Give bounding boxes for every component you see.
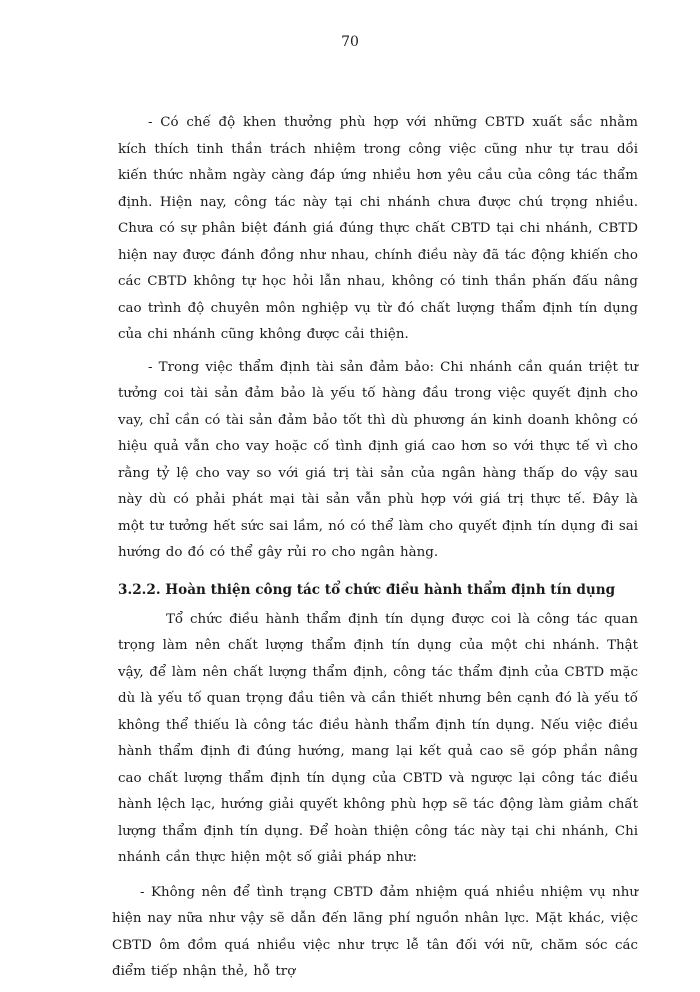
page-number: 70 xyxy=(341,34,359,50)
paragraph-collateral-appraisal: - Trong việc thẩm định tài sản đảm bảo: Chi nhánh cần quán triệt tư tưởng coi tài sản đảm bảo là yếu tố hàng đầu trong việc quyết định cho vay, chỉ cần có tài sản đảm bảo tốt thì dù phương án kinh doanh không có hiệu quả vẫn cho vay hoặc cố tình định giá cao hơn so với thực tế vì cho rằng tỷ lệ cho vay so với giá trị tài sản của ngân hàng thấp do vậy sau này dù có phải phát mại tài sản vẫn phù hợp với giá trị thực tế. Đây là một tư tưởng hết sức sai lầm, nó có thể làm cho quyết định tín dụng đi sai hướng do đó có thể gây rủi ro cho ngân hàng. xyxy=(118,359,638,560)
paragraph-workload: - Không nên để tình trạng CBTD đảm nhiệm quá nhiều nhiệm vụ như hiện nay nữa như vậy sẽ dẫn đến lãng phí nguồn nhân lực. Mặt khác, việc CBTD ôm đồm quá nhiều việc như trực lễ tân đối với nữ, chăm sóc các điểm tiếp nhận thẻ, hỗ trợ xyxy=(112,884,638,979)
paragraph-reward-policy: - Có chế độ khen thưởng phù hợp với những CBTD xuất sắc nhằm kích thích tinh thần trách nhiệm trong công việc cũng như tự trau dồi kiến thức nhằm ngày càng đáp ứng nhiều hơn yêu cầu của công tác thẩm định. Hiện nay, công tác này tại chi nhánh chưa được chú trọng nhiều. Chưa có sự phân biệt đánh giá đúng thực chất CBTD tại chi nhánh, CBTD hiện nay được đánh đồng như nhau, chính điều này đã tác động khiến cho các CBTD không tự học hỏi lẫn nhau, không có tinh thần phấn đấu nâng cao trình độ chuyên môn nghiệp vụ từ đó chất lượng thẩm định tín dụng của chi nhánh cũng không được cải thiện. xyxy=(118,115,638,342)
page-content xyxy=(112,110,638,992)
paragraph-section-intro: Tổ chức điều hành thẩm định tín dụng được coi là công tác quan trọng làm nên chất lượng thẩm định tín dụng của một chi nhánh. Thật vậy, để làm nên chất lượng thẩm định, công tác thẩm định của CBTD mặc dù là yếu tố quan trọng đầu tiên và cần thiết nhưng bên cạnh đó là yếu tố không thể thiếu là công tác điều hành thẩm định tín dụng. Nếu việc điều hành thẩm định đi đúng hướng, mang lại kết quả cao sẽ góp phần nâng cao chất lượng thẩm định tín dụng của CBTD và ngược lại công tác điều hành lệch lạc, hướng giải quyết không phù hợp sẽ tác động làm giảm chất lượng thẩm định tín dụng. Để hoàn thiện công tác này tại chi nhánh, Chi nhánh cần thực hiện một số giải pháp như: xyxy=(118,611,638,865)
section-heading: 3.2.2. Hoàn thiện công tác tổ chức điều hành thẩm định tín dụng xyxy=(118,581,616,598)
